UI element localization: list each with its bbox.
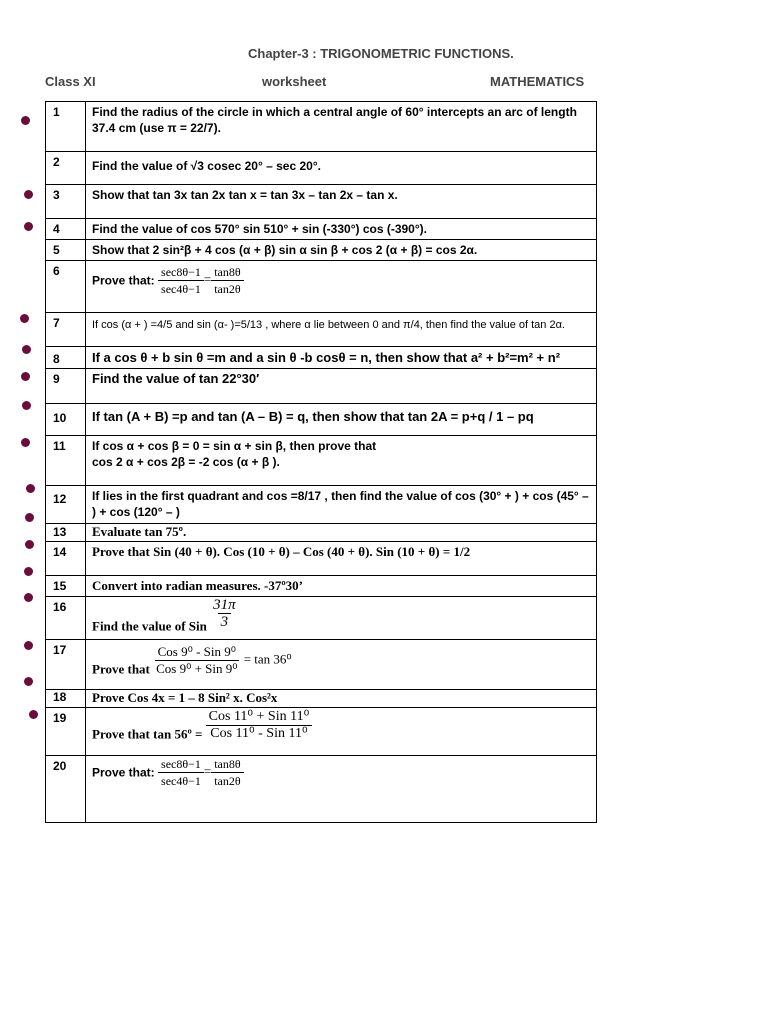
equals-sign: = [203, 763, 212, 779]
question-prefix: Prove that [92, 661, 150, 677]
worksheet-label: worksheet [262, 74, 327, 89]
question-number: 3 [46, 185, 86, 219]
question-number: 17 [46, 640, 86, 690]
question-number: 12 [46, 486, 86, 524]
question-text: If cos (α + ) =4/5 and sin (α- )=5/13 , where α lie between 0 and π/4, then find the value of tan 2α. [86, 313, 597, 347]
question-number: 1 [46, 102, 86, 152]
table-row [46, 524, 597, 542]
question-number: 13 [46, 524, 86, 542]
class-label: Class XI [45, 74, 96, 89]
table-row [46, 185, 597, 219]
prove-label: Prove that: [92, 765, 155, 780]
table-row [46, 576, 597, 597]
table-row [46, 436, 597, 486]
question-number: 9 [46, 369, 86, 404]
question-text [86, 261, 597, 313]
table-row [46, 597, 597, 640]
question-text: Find the radius of the circle in which a central angle of 60° intercepts an arc of length 37.4 cm (use π = 22/7). [86, 102, 597, 152]
bullet-mark [24, 641, 33, 650]
fraction-rhs: $\frac{\tan 8\theta}{\tan 2\theta}$ [211, 264, 243, 297]
bullet-mark [22, 401, 31, 410]
question-text: Show that 2 sin²β + 4 cos (α + β) sin α sin β + cos 2 (α + β) = cos 2α. [86, 240, 597, 261]
bullet-mark [20, 314, 29, 323]
question-text: Find the value of tan 22°30′ [86, 369, 597, 404]
bullet-mark [21, 372, 30, 381]
question-prefix: Find the value of Sin [92, 618, 207, 634]
question-number: 8 [46, 347, 86, 369]
question-prefix: Prove that tan 56º = [92, 726, 203, 742]
table-row [46, 240, 597, 261]
table-row [46, 542, 597, 576]
table-row [46, 640, 597, 690]
question-text: If a cos θ + b sin θ =m and a sin θ -b cosθ = n, then show that a² + b²=m² + n² [86, 347, 597, 369]
question-text: Convert into radian measures. -37º30’ [86, 576, 597, 597]
bullet-mark [24, 593, 33, 602]
question-text: Prove Cos 4x = 1 – 8 Sin² x. Cos²x [86, 690, 597, 708]
table-row [46, 756, 597, 823]
question-text: If tan (A + B) =p and tan (A – B) = q, then show that tan 2A = p+q / 1 – pq [86, 404, 597, 436]
question-number: 10 [46, 404, 86, 436]
question-number: 2 [46, 152, 86, 185]
bullet-mark [21, 116, 30, 125]
fraction: $\frac{\text{Cos 9⁰ - Sin 9⁰}}{\text{Cos 9⁰ + Sin 9⁰}}$ [156, 644, 238, 676]
table-row [46, 313, 597, 347]
question-number: 15 [46, 576, 86, 597]
table-row [46, 347, 597, 369]
bullet-mark [24, 222, 33, 231]
table-row [46, 261, 597, 313]
question-line: If cos α + cos β = 0 = sin α + sin β, then prove that [92, 439, 377, 453]
question-number: 16 [46, 597, 86, 640]
bullet-mark [24, 567, 33, 576]
question-text [86, 436, 597, 486]
bullet-mark [22, 345, 31, 354]
question-text [86, 708, 597, 756]
question-text: Evaluate tan 75º. [86, 524, 597, 542]
question-number: 6 [46, 261, 86, 313]
fraction-lhs: $\frac{\sec 8\theta-1}{\sec 4\theta-1}$ [158, 264, 204, 297]
equals-sign: = [203, 271, 212, 287]
question-number: 14 [46, 542, 86, 576]
question-number: 5 [46, 240, 86, 261]
question-text [86, 756, 597, 823]
question-text [86, 597, 597, 640]
table-row [46, 404, 597, 436]
bullet-mark [24, 190, 33, 199]
question-text [86, 640, 597, 690]
fraction: $\frac{31\pi}{3}$ [213, 597, 236, 630]
table-row [46, 152, 597, 185]
fraction: $\frac{\text{Cos 11⁰ + Sin 11⁰}}{\text{Cos 11⁰ - Sin 11⁰}}$ [206, 709, 313, 742]
question-number: 4 [46, 219, 86, 240]
fraction-rhs: $\frac{\tan 8\theta}{\tan 2\theta}$ [211, 756, 243, 789]
table-row [46, 369, 597, 404]
bullet-mark [26, 484, 35, 493]
table-row [46, 102, 597, 152]
page-title: Chapter-3 : TRIGONOMETRIC FUNCTIONS. [248, 46, 514, 61]
question-number: 18 [46, 690, 86, 708]
question-text: Find the value of cos 570° sin 510° + sin (-330°) cos (-390°). [86, 219, 597, 240]
bullet-mark [25, 513, 34, 522]
question-text: Show that tan 3x tan 2x tan x = tan 3x – tan 2x – tan x. [86, 185, 597, 219]
question-text: If lies in the first quadrant and cos =8/17 , then find the value of cos (30° + ) + cos (45° – ) + cos (120° – ) [86, 486, 597, 524]
question-line: cos 2 α + cos 2β = -2 cos (α + β ). [92, 455, 280, 469]
subject-label: MATHEMATICS [490, 74, 585, 89]
question-number: 7 [46, 313, 86, 347]
fraction-lhs: $\frac{\sec 8\theta-1}{\sec 4\theta-1}$ [158, 756, 204, 789]
table-row [46, 690, 597, 708]
table-row [46, 486, 597, 524]
worksheet-table [45, 101, 597, 823]
equation-rhs: = tan 36⁰ [243, 651, 292, 667]
question-text: Find the value of √3 cosec 20° – sec 20°. [86, 152, 597, 185]
question-text: Prove that Sin (40 + θ). Cos (10 + θ) – Cos (40 + θ). Sin (10 + θ) = 1/2 [86, 542, 597, 576]
bullet-mark [21, 438, 30, 447]
bullet-mark [25, 540, 34, 549]
bullet-mark [29, 710, 38, 719]
bullet-mark [24, 677, 33, 686]
question-number: 19 [46, 708, 86, 756]
table-row [46, 219, 597, 240]
question-number: 20 [46, 756, 86, 823]
table-row [46, 708, 597, 756]
question-number: 11 [46, 436, 86, 486]
prove-label: Prove that: [92, 273, 155, 288]
